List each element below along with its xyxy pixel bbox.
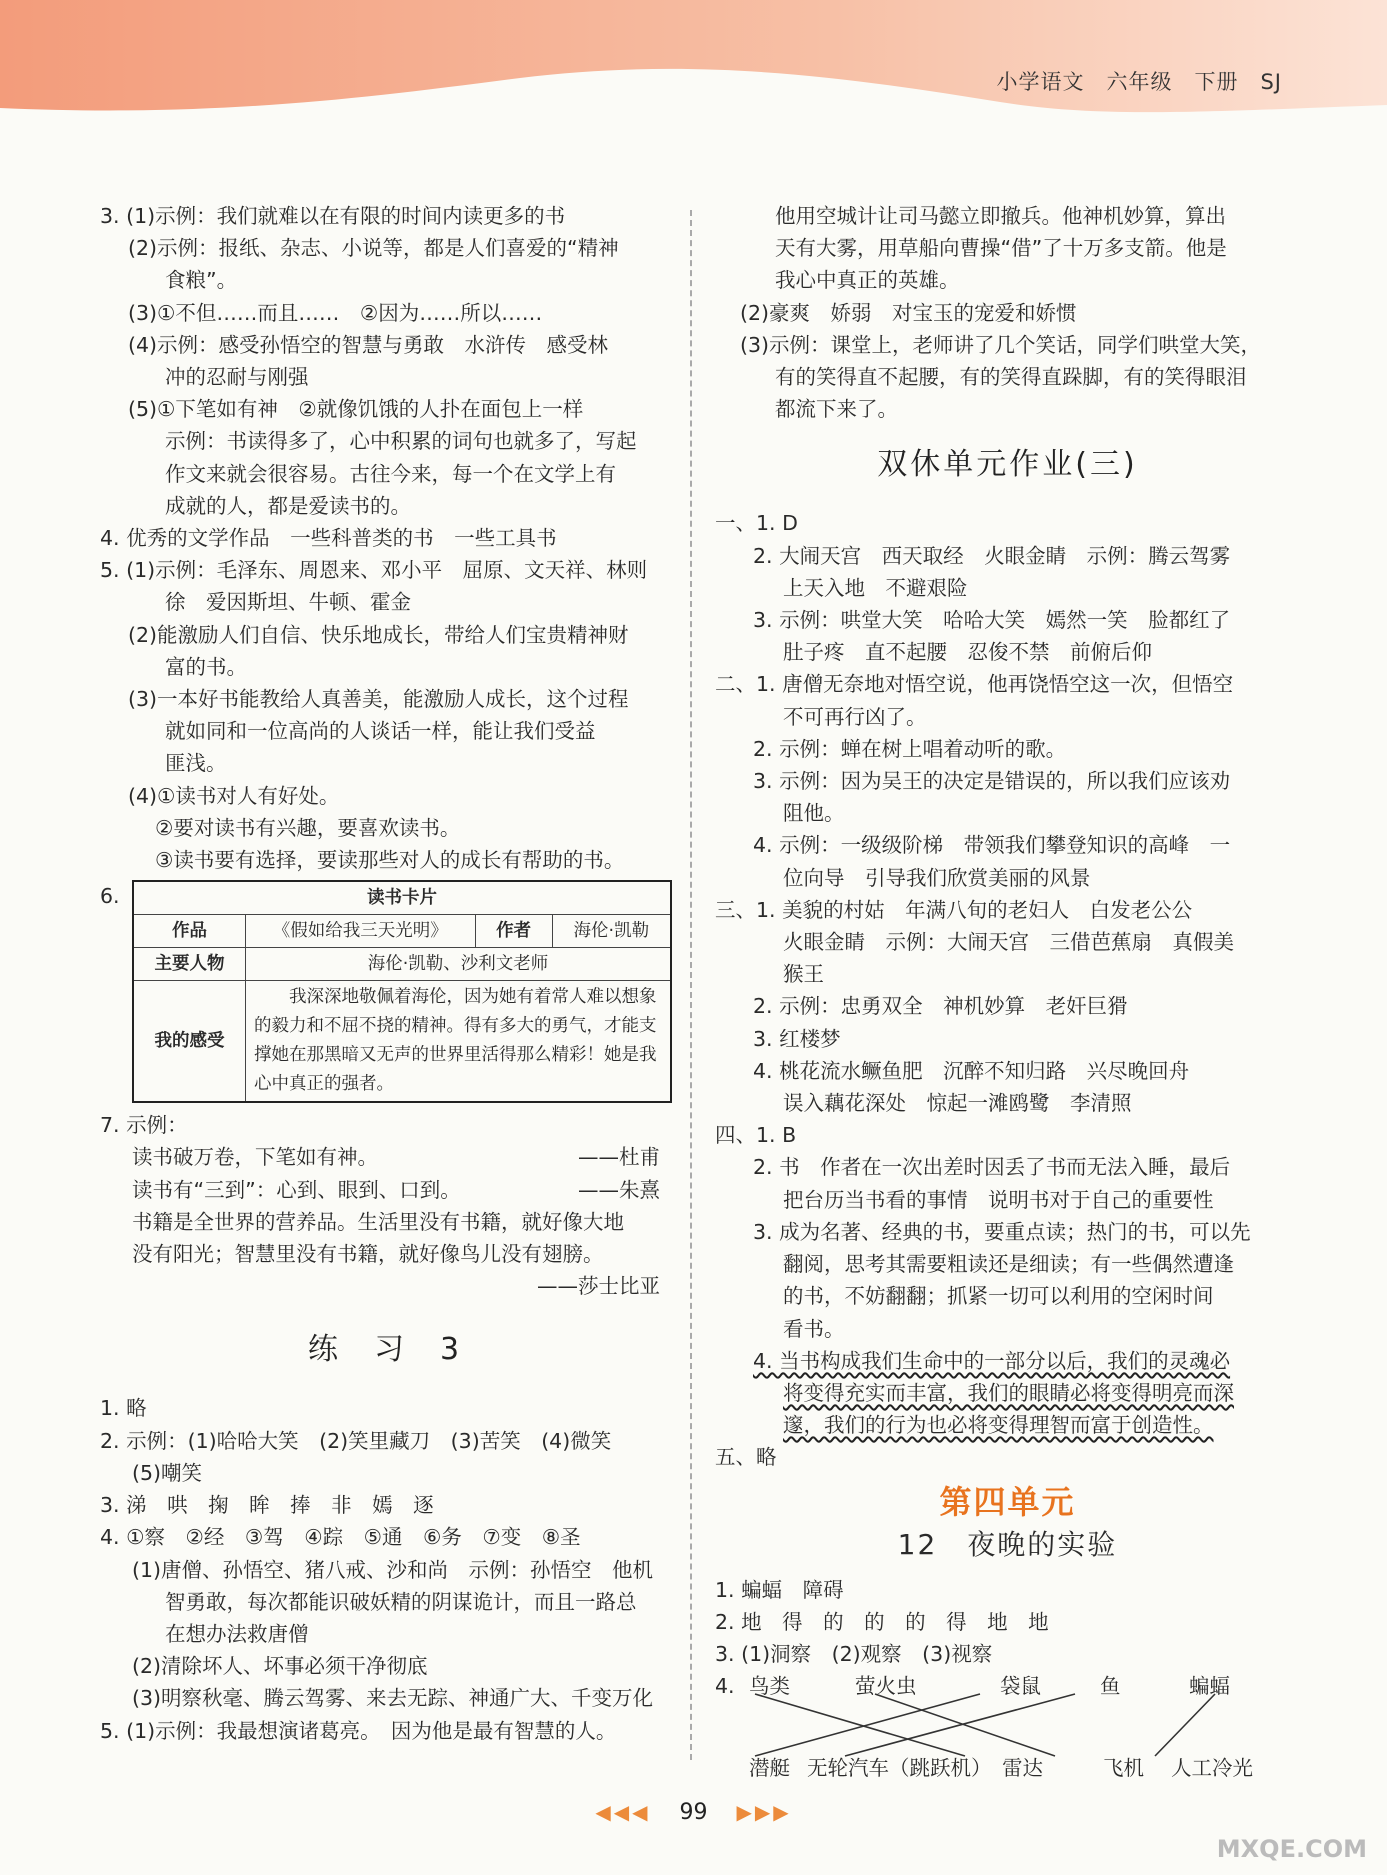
quote-author: ——杜甫: [578, 1145, 660, 1170]
answer-line: 都流下来了。: [775, 397, 898, 422]
watermark: MXQE.COM: [1216, 1835, 1367, 1863]
answer-line: 阻他。: [783, 801, 845, 826]
underlined-answer-line: 4. 当书构成我们生命中的一部分以后，我们的灵魂必: [753, 1348, 1231, 1373]
answer-line: 1. 略: [100, 1396, 147, 1421]
answer-line: (3)一本好书能教给人真善美，能激励人成长，这个过程: [128, 687, 629, 712]
answer-line: 3. (1)示例：我们就难以在有限的时间内读更多的书: [100, 204, 566, 228]
answer-line: 2. 地 得 的 的 的 得 地 地: [715, 1609, 1049, 1634]
reading-card-table: [132, 880, 672, 1103]
quote-line: 读书有“三到”：心到、眼到、口到。 ——朱熹: [100, 1174, 670, 1206]
unit-title: 第四单元: [939, 1482, 1076, 1521]
feelings-value: 我深深地敬佩着海伦，因为她有着常人难以想象的毅力和不屈不挠的精神。得有多大的勇气，才能支撑她在那黑暗又无声的世界里活得那么精彩！她是我心中真正的强者。: [246, 981, 672, 1103]
right-column: [715, 200, 1300, 1780]
answer-line: 1. 蝙蝠 障碍: [715, 1577, 844, 1602]
page-footer: [0, 1800, 1387, 1825]
answer-line: 他用空城计让司马懿立即撤兵。他神机妙算，算出: [775, 204, 1226, 228]
answer-line: 5. (1)示例：毛泽东、周恩来、邓小平 屈原、文天祥、林则: [100, 558, 648, 583]
answer-line: 冲的忍耐与刚强: [165, 365, 309, 390]
answer-line: 不可再行凶了。: [783, 704, 927, 729]
underlined-answer-line: 将变得充实而丰富，我们的眼睛必将变得明亮而深: [783, 1380, 1234, 1405]
answer-line: 2. 大闹天宫 西天取经 火眼金睛 示例：腾云驾雾: [753, 543, 1231, 568]
left-column: [100, 200, 670, 1747]
answer-line: 智勇敢，每次都能识破妖精的阴谋诡计，而且一路总: [165, 1589, 637, 1614]
answer-line: 翻阅，思考其需要粗读还是细读；有一些偶然遭逢: [783, 1252, 1234, 1277]
answer-line: 误入藕花深处 惊起一滩鸥鹭 李清照: [783, 1091, 1132, 1116]
answer-line: (4)示例：感受孙悟空的智慧与勇敢 水浒传 感受林: [128, 332, 609, 357]
answer-line: 4. 桃花流水鳜鱼肥 沉醉不知归路 兴尽晚回舟: [753, 1058, 1190, 1083]
answer-line: 示例：书读得多了，心中积累的词句也就多了，写起: [165, 429, 637, 454]
answer-line: (5)①下笔如有神 ②就像饥饿的人扑在面包上一样: [128, 397, 584, 422]
reading-card-block: [100, 880, 670, 1103]
quote-author: ——朱熹: [578, 1177, 660, 1202]
answer-line: 四、1. B: [715, 1123, 797, 1148]
answer-line: (3)明察秋毫、腾云驾雾、来去无踪、神通广大、千变万化: [132, 1686, 654, 1711]
answer-line: (2)示例：报纸、杂志、小说等，都是人们喜爱的“精神: [128, 236, 619, 261]
match-bottom-item: 雷达: [1002, 1756, 1043, 1781]
match-bottom-item: 人工冷光: [1171, 1756, 1253, 1781]
answer-line: 就如同和一位高尚的人谈话一样，能让我们受益: [165, 719, 596, 744]
answer-line: 天有大雾，用草船向曹操“借”了十万多支箭。他是: [775, 236, 1227, 261]
answer-line: (3)示例：课堂上，老师讲了几个笑话，同学们哄堂大笑，: [740, 332, 1262, 357]
match-top-item: 萤火虫: [855, 1674, 917, 1699]
quote-line: 读书破万卷，下笔如有神。 ——杜甫: [100, 1141, 670, 1173]
answer-line: 在想办法救唐僧: [165, 1621, 309, 1646]
answer-line: 徐 爱因斯坦、牛顿、霍金: [165, 590, 411, 615]
answer-line: 3. 示例：哄堂大笑 哈哈大笑 嫣然一笑 脸都红了: [753, 608, 1231, 633]
answer-line: 看书。: [783, 1316, 845, 1341]
question-number: 6.: [100, 884, 120, 909]
answer-line: 4. 优秀的文学作品 一些科普类的书 一些工具书: [100, 526, 557, 551]
answer-line: 2. 示例：蝉在树上唱着动听的歌。: [753, 736, 1067, 761]
underlined-answer-line: 邃，我们的行为也必将变得理智而富于创造性。: [783, 1413, 1214, 1438]
answer-line: 有的笑得直不起腰，有的笑得直跺脚，有的笑得眼泪: [775, 365, 1247, 390]
answer-line: 三、1. 美貌的村姑 年满八旬的老妇人 白发老公公: [715, 897, 1193, 922]
answer-line: 书籍是全世界的营养品。生活里没有书籍，就好像大地: [132, 1209, 624, 1234]
page-number: 99: [679, 1800, 708, 1825]
answer-line: 3. 示例：因为吴王的决定是错误的，所以我们应该劝: [753, 769, 1231, 794]
exercise-3-title: 练 习 3: [307, 1332, 463, 1368]
answer-line: (5)嘲笑: [132, 1460, 203, 1485]
answer-line: ③读书要有选择，要读那些对人的成长有帮助的书。: [155, 848, 625, 873]
prev-arrows-icon: ◀◀◀: [595, 1800, 651, 1824]
answer-line: 成就的人，都是爱读书的。: [165, 493, 411, 518]
answer-line: 2. 书 作者在一次出差时因丢了书而无法入睡，最后: [753, 1155, 1231, 1180]
answer-line: (3)①不但……而且…… ②因为……所以……: [128, 300, 543, 325]
answer-line: 我心中真正的英雄。: [775, 268, 960, 293]
answer-line: ②要对读书有兴趣，要喜欢读书。: [155, 815, 461, 840]
answer-line: (1)唐僧、孙悟空、猪八戒、沙和尚 示例：孙悟空 他机: [132, 1557, 654, 1582]
answer-line: 3. 涕 哄 掬 眸 捧 非 嫣 逐: [100, 1493, 434, 1518]
answer-line: 上天入地 不避艰险: [783, 575, 968, 600]
match-bottom-item: 飞机: [1103, 1756, 1144, 1781]
header-subject-grade: 小学语文 六年级 下册 SJ: [996, 70, 1282, 94]
work-label: 作品: [133, 915, 246, 948]
question-number: 4.: [715, 1674, 735, 1699]
answer-line: 把台历当书看的事情 说明书对于自己的重要性: [783, 1187, 1214, 1212]
answer-line: 作文来就会很容易。古往今来，每一个在文学上有: [165, 461, 616, 486]
answer-line: (4)①读书对人有好处。: [128, 783, 340, 808]
answer-line: 的书，不妨翻翻；抓紧一切可以利用的空闲时间: [783, 1284, 1214, 1309]
card-title: 读书卡片: [133, 881, 671, 915]
matching-exercise: [715, 1670, 1300, 1780]
answer-line: 4. ①察 ②经 ③驾 ④踪 ⑤通 ⑥务 ⑦变 ⑧圣: [100, 1525, 581, 1550]
answer-line: 7. 示例：: [100, 1113, 188, 1138]
weekend-homework-title: 双休单元作业(三): [877, 447, 1138, 483]
answer-line: 肚子疼 直不起腰 忍俊不禁 前俯后仰: [783, 640, 1152, 665]
work-value: 《假如给我三天光明》: [246, 915, 476, 948]
match-bottom-item: 无轮汽车（跳跃机）: [807, 1756, 992, 1781]
characters-label: 主要人物: [133, 948, 246, 981]
answer-line: 2. 示例：(1)哈哈大笑 (2)笑里藏刀 (3)苦笑 (4)微笑: [100, 1428, 612, 1453]
lesson-title: 12 夜晚的实验: [897, 1527, 1118, 1561]
characters-value: 海伦·凯勒、沙利文老师: [246, 948, 672, 981]
answer-line: (2)能激励人们自信、快乐地成长，带给人们宝贵精神财: [128, 622, 629, 647]
match-top-item: 鱼: [1100, 1674, 1121, 1699]
answer-line: 五、略: [715, 1445, 777, 1470]
answer-line: 火眼金睛 示例：大闹天宫 三借芭蕉扇 真假美: [783, 930, 1234, 955]
match-top-item: 鸟类: [749, 1674, 790, 1699]
feelings-label: 我的感受: [133, 981, 246, 1103]
answer-line: (2)清除坏人、坏事必须干净彻底: [132, 1654, 428, 1679]
match-top-item: 袋鼠: [1000, 1674, 1041, 1699]
answer-line: 位向导 引导我们欣赏美丽的风景: [783, 865, 1091, 890]
author-label: 作者: [475, 915, 552, 948]
answer-line: 2. 示例：忠勇双全 神机妙算 老奸巨猾: [753, 994, 1128, 1019]
header-banner: [0, 0, 1387, 120]
answer-line: 猴王: [783, 962, 824, 987]
match-top-item: 蝙蝠: [1189, 1674, 1230, 1699]
match-bottom-item: 潜艇: [749, 1756, 790, 1781]
answer-line: 5. (1)示例：我最想演诸葛亮。 因为他是最有智慧的人。: [100, 1718, 617, 1743]
author-value: 海伦·凯勒: [552, 915, 671, 948]
answer-line: 没有阳光；智慧里没有书籍，就好像鸟儿没有翅膀。: [132, 1242, 604, 1267]
answer-line: 4. 示例：一级级阶梯 带领我们攀登知识的高峰 一: [753, 833, 1231, 858]
answer-line: 3. (1)洞察 (2)观察 (3)视察: [715, 1641, 993, 1666]
answer-line: 二、1. 唐僧无奈地对悟空说，他再饶悟空这一次，但悟空: [715, 672, 1234, 697]
quote-author: ——莎士比亚: [537, 1274, 660, 1299]
answer-line: 3. 成为名著、经典的书，要重点读；热门的书，可以先: [753, 1219, 1251, 1244]
answer-line: 3. 红楼梦: [753, 1026, 841, 1051]
answer-line: 匪浅。: [165, 751, 227, 776]
column-divider: [690, 210, 692, 1760]
answer-line: (2)豪爽 娇弱 对宝玉的宠爱和娇惯: [740, 300, 1077, 325]
answer-line: 一、1. D: [715, 511, 798, 536]
answer-line: 富的书。: [165, 654, 247, 679]
next-arrows-icon: ▶▶▶: [736, 1800, 792, 1824]
answer-line: 食粮”。: [165, 268, 238, 293]
